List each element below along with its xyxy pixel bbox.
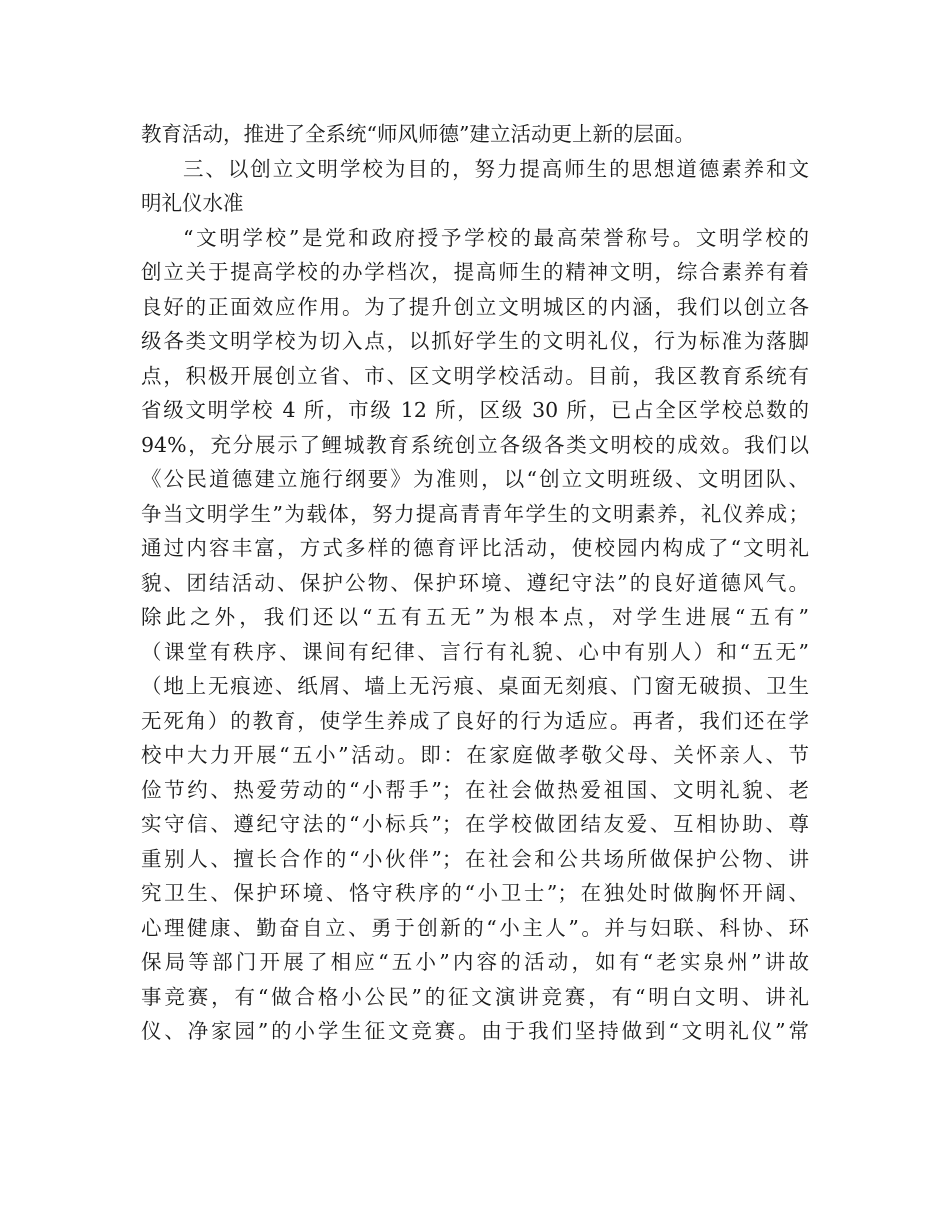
text-line: 俭节约、热爱劳动的“小帮手”；在社会做热爱祖国、文明礼貌、老 bbox=[141, 777, 809, 802]
text-line: 校中大力开展“五小”活动。即：在家庭做孝敬父母、关怀亲人、节 bbox=[141, 743, 809, 767]
section-heading-line: 明礼仪水准 bbox=[141, 191, 244, 215]
text-line: 除此之外，我们还以“五有五无”为根本点，对学生进展“五有” bbox=[141, 605, 809, 629]
text-line: 仪、净家园”的小学生征文竞赛。由于我们坚持做到“文明礼仪”常 bbox=[141, 1019, 809, 1043]
text-line: 级各类文明学校为切入点，以抓好学生的文明礼仪，行为标准为落脚 bbox=[141, 329, 809, 353]
text-line: 《公民道德建立施行纲要》为准则，以“创立文明班级、文明团队、 bbox=[141, 467, 809, 491]
text-line: （地上无痕迹、纸屑、墙上无污痕、桌面无刻痕、门窗无破损、卫生 bbox=[141, 674, 809, 698]
body-text bbox=[141, 117, 809, 1049]
text-line: （课堂有秩序、课间有纪律、言行有礼貌、心中有别人）和“五无” bbox=[141, 639, 809, 664]
text-line: 事竞赛，有“做合格小公民”的征文演讲竞赛，有“明白文明、讲礼 bbox=[141, 984, 809, 1009]
text-line: 貌、团结活动、保护公物、保护环境、遵纪守法”的良好道德风气。 bbox=[141, 570, 809, 595]
text-line: 点，积极开展创立省、市、区文明学校活动。目前，我区教育系统有 bbox=[141, 363, 809, 388]
text-line: 心理健康、勤奋自立、勇于创新的“小主人”。并与妇联、科协、环 bbox=[141, 915, 809, 940]
text-line: 省级文明学校 4 所，市级 12 所，区级 30 所，已占全区学校总数的 bbox=[141, 398, 809, 422]
text-line: 无死角）的教育，使学生养成了良好的行为适应。再者，我们还在学 bbox=[141, 708, 809, 733]
text-line: 实守信、遵纪守法的“小标兵”；在学校做团结友爱、互相协助、尊 bbox=[141, 812, 809, 836]
text-line: 教育活动，推进了全系统“师风师德”建立活动更上新的层面。 bbox=[141, 122, 695, 146]
text-line: 重别人、擅长合作的“小伙伴”；在社会和公共场所做保护公物、讲 bbox=[141, 846, 809, 871]
text-line: 94%，充分展示了鲤城教育系统创立各级各类文明校的成效。我们以 bbox=[141, 432, 809, 457]
text-line: 保局等部门开展了相应“五小”内容的活动，如有“老实泉州”讲故 bbox=[141, 950, 809, 974]
text-line: 创立关于提高学校的办学档次，提高师生的精神文明，综合素养有着 bbox=[141, 260, 809, 284]
section-heading-line: 三、以创立文明学校为目的，努力提高师生的思想道德素养和文 bbox=[183, 156, 809, 181]
text-line: “文明学校”是党和政府授予学校的最高荣誉称号。文明学校的 bbox=[183, 225, 809, 250]
text-line: 究卫生、保护环境、恪守秩序的“小卫士”；在独处时做胸怀开阔、 bbox=[141, 881, 809, 905]
text-line: 良好的正面效应作用。为了提升创立文明城区的内涵，我们以创立各 bbox=[141, 294, 809, 319]
text-line: 争当文明学生”为载体，努力提高青青年学生的文明素养，礼仪养成； bbox=[141, 501, 809, 526]
text-line: 通过内容丰富，方式多样的德育评比活动，使校园内构成了“文明礼 bbox=[141, 536, 809, 560]
